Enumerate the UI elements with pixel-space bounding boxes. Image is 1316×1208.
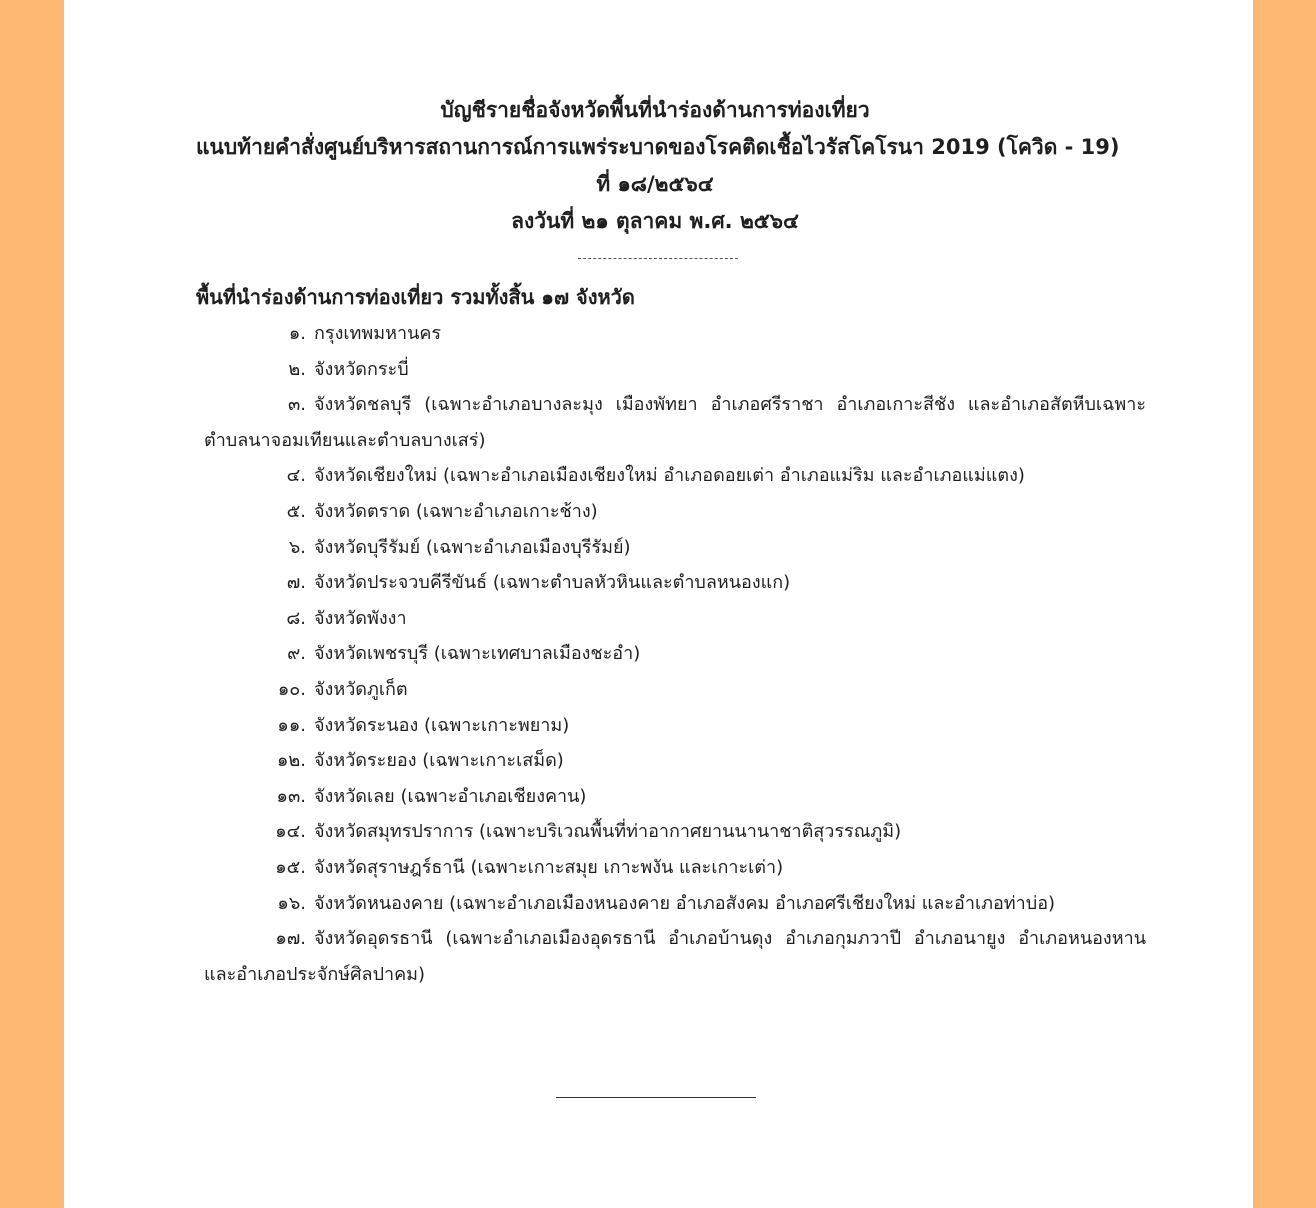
item-number: ๑๗. <box>275 928 306 950</box>
list-item <box>204 921 1146 992</box>
item-text: จังหวัดระยอง (เฉพาะเกาะเสม็ด) <box>314 750 564 772</box>
item-number: ๔. <box>286 465 306 487</box>
province-list <box>204 316 1146 992</box>
item-number: ๒. <box>288 358 306 380</box>
item-text: จังหวัดหนองคาย (เฉพาะอำเภอเมืองหนองคาย อำเภอสังคม อำเภอศรีเชียงใหม่ และอำเภอท่าบ่อ) <box>314 892 1056 914</box>
item-text: จังหวัดเชียงใหม่ (เฉพาะอำเภอเมืองเชียงใหม่ อำเภอดอยเต่า อำเภอแม่ริม และอำเภอแม่แตง) <box>314 465 1025 487</box>
item-number: ๖. <box>288 536 306 558</box>
list-item <box>204 672 1146 708</box>
item-number: ๑๓. <box>276 785 306 807</box>
item-text: จังหวัดกระบี่ <box>314 358 409 380</box>
document-title: บัญชีรายชื่อจังหวัดพื้นที่นำร่องด้านการท่องเที่ยว <box>440 98 870 122</box>
list-item <box>204 458 1146 494</box>
list-item <box>204 708 1146 744</box>
item-number: ๗. <box>286 572 306 594</box>
list-item <box>204 530 1146 566</box>
item-number: ๘. <box>286 607 306 629</box>
item-text: จังหวัดเลย (เฉพาะอำเภอเชียงคาน) <box>314 785 587 807</box>
item-number: ๑๔. <box>275 821 306 843</box>
item-text: จังหวัดสมุทรปราการ (เฉพาะบริเวณพื้นที่ท่าอากาศยานนานาชาติสุวรรณภูมิ) <box>314 821 902 843</box>
summary-heading: พื้นที่นำร่องด้านการท่องเที่ยว รวมทั้งสิ้น ๑๗ จังหวัด <box>196 285 635 309</box>
item-text: จังหวัดพังงา <box>314 607 407 629</box>
item-text: จังหวัดระนอง (เฉพาะเกาะพยาม) <box>314 714 570 736</box>
document-header <box>0 92 1310 240</box>
item-text: กรุงเทพมหานคร <box>314 323 442 344</box>
list-item <box>204 601 1146 637</box>
document-subtitle: แนบท้ายคำสั่งศูนย์บริหารสถานการณ์การแพร่ระบาดของโรคติดเชื้อไวรัสโคโรนา 2019 (โควิด - 19) <box>196 135 1120 159</box>
list-item <box>204 494 1146 530</box>
item-text: จังหวัดประจวบคีรีขันธ์ (เฉพาะตำบลหัวหินและตำบลหนองแก) <box>314 572 791 594</box>
item-text: จังหวัดชลบุรี (เฉพาะอำเภอบางละมุง เมืองพัทยา อำเภอศรีราชา อำเภอเกาะสีชัง และอำเภอสัตหีบเฉพาะตำบลนาจอมเทียนและตำบลบางเสร่) <box>204 394 1146 451</box>
item-text: จังหวัดอุดรธานี (เฉพาะอำเภอเมืองอุดรธานี อำเภอบ้านดุง อำเภอกุมภวาปี อำเภอนายูง อำเภอหนองหาน และอำเภอประจักษ์ศิลปาคม) <box>204 928 1146 985</box>
list-item <box>204 886 1146 922</box>
item-number: ๑๒. <box>276 750 306 772</box>
item-number: ๑๐. <box>277 678 306 700</box>
item-text: จังหวัดตราด (เฉพาะอำเภอเกาะช้าง) <box>314 500 598 522</box>
closing-line <box>556 1097 756 1098</box>
item-number: ๑๑. <box>277 714 306 736</box>
list-item <box>204 316 1146 352</box>
list-item <box>204 565 1146 601</box>
item-number: ๑. <box>288 323 306 344</box>
header-divider <box>578 258 738 259</box>
item-number: ๓. <box>287 394 306 416</box>
item-number: ๕. <box>286 500 306 522</box>
list-item <box>204 850 1146 886</box>
item-text: จังหวัดเพชรบุรี (เฉพาะเทศบาลเมืองชะอำ) <box>314 643 641 665</box>
list-item <box>204 743 1146 779</box>
order-date: ลงวันที่ ๒๑ ตุลาคม พ.ศ. ๒๕๖๔ <box>511 209 799 233</box>
order-number: ที่ ๑๘/๒๕๖๔ <box>596 172 714 196</box>
list-item <box>204 779 1146 815</box>
item-number: ๙. <box>287 643 306 665</box>
list-item <box>204 387 1146 458</box>
list-item <box>204 814 1146 850</box>
item-text: จังหวัดภูเก็ต <box>314 678 408 700</box>
item-text: จังหวัดบุรีรัมย์ (เฉพาะอำเภอเมืองบุรีรัมย์) <box>314 536 631 558</box>
item-number: ๑๕. <box>275 856 306 878</box>
item-text: จังหวัดสุราษฎร์ธานี (เฉพาะเกาะสมุย เกาะพงัน และเกาะเต่า) <box>314 856 784 878</box>
list-item <box>204 636 1146 672</box>
list-item <box>204 352 1146 388</box>
item-number: ๑๖. <box>277 892 306 914</box>
